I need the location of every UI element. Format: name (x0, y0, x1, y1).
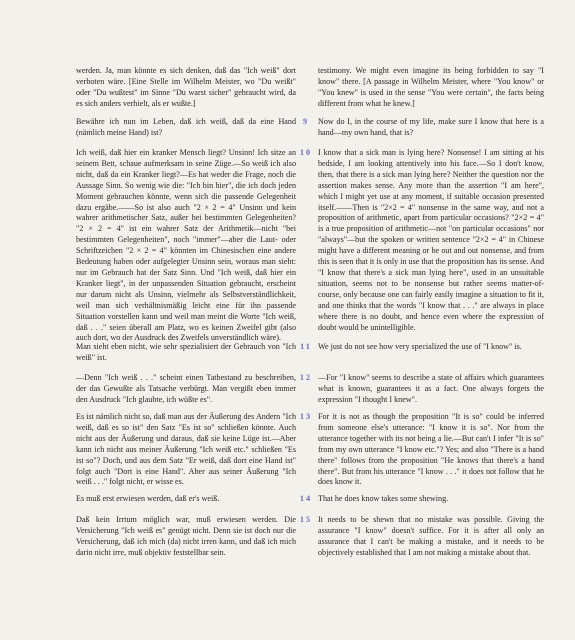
german-text: Es muß erst erwiesen werden, daß er's weiß. (76, 494, 220, 503)
english-text: Now do I, in the course of my life, make sure I know that here is a hand—my own hand, that is? (318, 117, 544, 137)
german-text: werden. Ja, man könnte es sich denken, daß das "Ich weiß" dort verboten wäre. [Eine Stelle im Wilhelm Meister, wo "Du weißt" oder "Du wußtest" im Sinne "Du warst sicher" gebraucht wird, da es sich anders verhielt, als er wußte.] (76, 66, 296, 108)
paragraph-number: 13 (299, 412, 313, 421)
german-text: Es ist nämlich nicht so, daß man aus der Äußerung des Andern "Ich weiß, daß es so ist" den Satz "Es ist so" schließen könnte. Auch nicht aus der Äußerung und daraus, daß sie keine Lüge ist.—Aber kann ich nicht aus meiner Äußerung "Ich weiß etc." schließen "Es ist so"? Doch, und aus dem Satz "Er weiß, daß dort eine Hand ist" folgt auch "Dort is eine Hand". Aber aus seiner Äußerung "Ich weiß . . ." folgt nicht, er wisse es. (76, 412, 296, 487)
english-text: That he does know takes some shewing. (318, 494, 449, 503)
german-text: Ich weiß, daß hier ein kranker Mensch liegt? Unsinn! Ich sitze an seinem Bett, schaue aufmerksam in seine Züge.—So weiß ich also nicht, daß da ein Kranker liegt?—Es hat weder die Frage, noch die Aussage Sinn. So wenig wie die: "Ich bin hier", die ich doch jeden Moment gebrauchen könnte, wenn sich die passende Gelegenheit dazu ergäbe.——So ist also auch "2 × 2 = 4" Unsinn und kein wahrer arithmetischer Satz, außer bei bestimmten Gelegenheiten? "2 × 2 = 4" ist ein wahrer Satz der Arithmetik—nicht "bei bestimmten Gelegenheiten", noch "immer"—aber die Laut- oder Schriftzeichen "2 × 2 = 4" könnten im Chinesischen eine andere Bedeutung haben oder aufgelegter Unsinn sein, woraus man sieht: nur im Gebrauch hat der Satz Sinn. Und "Ich weiß, daß hier ein Kranker liegt", in der unpassenden Situation gebraucht, erscheint nur darum nicht als Unsinn, vielmehr als Selbstverständlichkeit, weil man sich verhältnismäßig leicht eine für ihn passende Situation vorstellen kann und weil man meint die Worte "Ich weiß, daß . . ." seien überall am Platz, wo es keinen Zweifel gibt (also auch dort, wo der Ausdruck des Zweifels unverständlich wäre). (76, 148, 296, 343)
paragraph-number: 15 (299, 515, 313, 524)
german-text: Bewähre ich nun im Leben, daß ich weiß, daß da eine Hand (nämlich meine Hand) ist? (76, 117, 296, 137)
paragraph-number: 9 (302, 117, 310, 126)
english-text: testimony. We might even imagine its being forbidden to say "I know" there. [A passage in Wilhelm Meister, where "You know" or "You knew" is used in the sense "You were certain", the facts being different from what he knew.] (318, 66, 544, 108)
english-text: It needs to be shewn that no mistake was possible. Giving the assurance "I know" doesn't suffice. For it is after all only an assurance that I can't be making a mistake, and it needs to be objectively established that I am not making a mistake about that. (318, 515, 544, 557)
german-text: Daß kein Irrtum möglich war, muß erwiesen werden. Die Versicherung "Ich weiß es" genügt nicht. Denn sie ist doch nur die Versicherung, daß ich mich (da) nicht irren kann, und daß ich mich darin nicht irre, muß objektiv feststellbar sein. (76, 515, 296, 557)
german-text: Man sieht eben nicht, wie sehr spezialisiert der Gebrauch von "Ich weiß" ist. (76, 342, 296, 362)
paragraph-number: 14 (299, 494, 313, 503)
english-text: We just do not see how very specialized the use of "I know" is. (318, 342, 522, 351)
paragraph-number: 10 (299, 148, 313, 157)
english-text: —For "I know" seems to describe a state of affairs which guarantees what is known, guarantees it as a fact. One always forgets the expression "I thought I knew". (318, 373, 544, 404)
german-text: —Denn "Ich weiß . . ." scheint einen Tatbestand zu beschreiben, der das Gewußte als Tatsache verbürgt. Man vergißt eben immer den Ausdruck "Ich glaubte, ich wüßte es". (76, 373, 296, 404)
paragraph-number: 12 (299, 373, 313, 382)
english-text: For it is not as though the proposition "It is so" could be inferred from someone else's utterance: "I know it is so". Nor from the utterance together with its not being a lie.—But can't I infer "It is so" from my own utterance "I know etc."? Yes; and also "There is a hand there" follows from the proposition "He knows that there's a hand there". But from his utterance "I know . . ." it does not follow that he does know it. (318, 412, 544, 487)
english-text: I know that a sick man is lying here? Nonsense! I am sitting at his bedside, I am looking attentively into his face.—So I don't know, then, that there is a sick man lying here? Neither the question nor the assertion makes sense. Any more than the assertion "I am here", which I might yet use at any moment, if suitable occasion presented itself.——Then is "2×2 = 4" nonsense in the same way, and not a proposition of arithmetic, apart from particular occasions? "2×2 = 4" is a true proposition of arithmetic—not "on particular occasions" nor "always"—but the spoken or written sentence "2×2 = 4" in Chinese might have a different meaning or be out and out nonsense, and from this is seen that it is only in use that the proposition has its sense. And "I know that there's a sick man lying here", used in an unsuitable situation, seems not to be nonsense but rather seems matter-of-course, only because one can fairly easily imagine a situation to fit it, and one thinks that the words "I know that . . ." are always in place where there is no doubt, and hence even where the expression of doubt would be unintelligible. (318, 148, 544, 332)
paragraph-number: 11 (300, 342, 312, 351)
